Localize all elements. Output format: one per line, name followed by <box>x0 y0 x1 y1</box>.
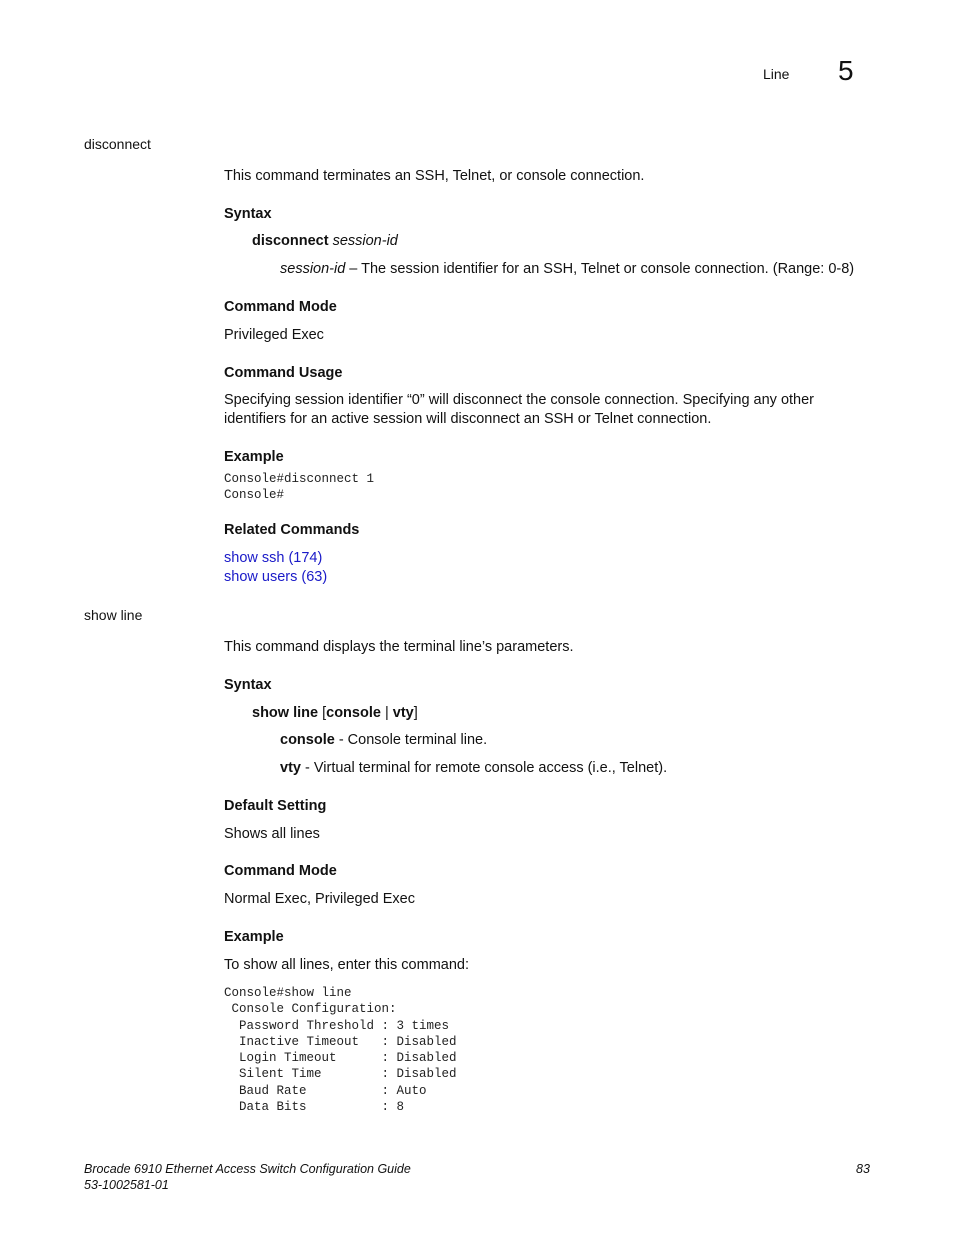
command-mode-value: Normal Exec, Privileged Exec <box>224 891 415 907</box>
syntax-parameter: session-id <box>332 233 398 249</box>
example-code: Console#show line Console Configuration: Password Threshold : 3 times Inactive Timeout : Disabled Login Timeout : Disabled Silent Time : Disabled Baud Rate : Auto Data Bits : 8 <box>224 986 457 1115</box>
parameter-text: - Virtual terminal for remote console access (i.e., Telnet). <box>300 760 668 776</box>
command-mode-heading: Command Mode <box>224 299 337 315</box>
default-setting-value: Shows all lines <box>224 826 320 842</box>
related-commands-heading: Related Commands <box>224 522 360 538</box>
parameter-text: – The session identifier for an SSH, Telnet or console connection. (Range: 0-8) <box>345 261 855 277</box>
parameter-console <box>280 732 487 748</box>
syntax-separator: | <box>380 705 393 721</box>
parameter-name: session-id <box>280 261 346 277</box>
command-title-show-line: show line <box>84 607 143 623</box>
syntax-line <box>252 705 418 721</box>
parameter-name: vty <box>280 760 301 776</box>
syntax-option-vty: vty <box>392 705 414 721</box>
example-intro: To show all lines, enter this command: <box>224 957 469 973</box>
example-heading: Example <box>224 929 284 945</box>
parameter-description <box>280 261 854 277</box>
command-usage-line-1: Specifying session identifier “0” will disconnect the console connection. Specifying any other <box>224 392 814 408</box>
parameter-name: console <box>280 732 335 748</box>
command-description: This command displays the terminal line’s parameters. <box>224 639 574 655</box>
default-setting-heading: Default Setting <box>224 798 327 814</box>
command-description: This command terminates an SSH, Telnet, or console connection. <box>224 168 645 184</box>
syntax-command: show line <box>252 705 319 721</box>
example-heading: Example <box>224 449 284 465</box>
chapter-number: 5 <box>838 55 854 86</box>
parameter-vty <box>280 760 667 776</box>
command-usage-heading: Command Usage <box>224 365 343 381</box>
syntax-heading: Syntax <box>224 677 272 693</box>
syntax-option-console: console <box>326 705 381 721</box>
parameter-text: - Console terminal line. <box>334 732 488 748</box>
syntax-bracket-open: [ <box>318 705 327 721</box>
command-title-disconnect: disconnect <box>84 136 151 152</box>
footer-page-number: 83 <box>856 1162 870 1176</box>
syntax-heading: Syntax <box>224 206 272 222</box>
command-mode-heading: Command Mode <box>224 863 337 879</box>
related-link-show-ssh[interactable]: show ssh (174) <box>224 550 323 566</box>
command-usage-line-2: identifiers for an active session will disconnect an SSH or Telnet connection. <box>224 411 712 427</box>
example-code: Console#disconnect 1 Console# <box>224 472 375 503</box>
related-link-show-users[interactable]: show users (63) <box>224 569 328 585</box>
syntax-bracket-close: ] <box>413 705 418 721</box>
running-header-section: Line <box>763 66 790 82</box>
syntax-line <box>252 233 398 249</box>
footer-doc-number: 53-1002581-01 <box>84 1178 169 1192</box>
footer-guide-title: Brocade 6910 Ethernet Access Switch Configuration Guide <box>84 1162 411 1176</box>
command-mode-value: Privileged Exec <box>224 327 324 343</box>
syntax-command: disconnect <box>252 233 329 249</box>
